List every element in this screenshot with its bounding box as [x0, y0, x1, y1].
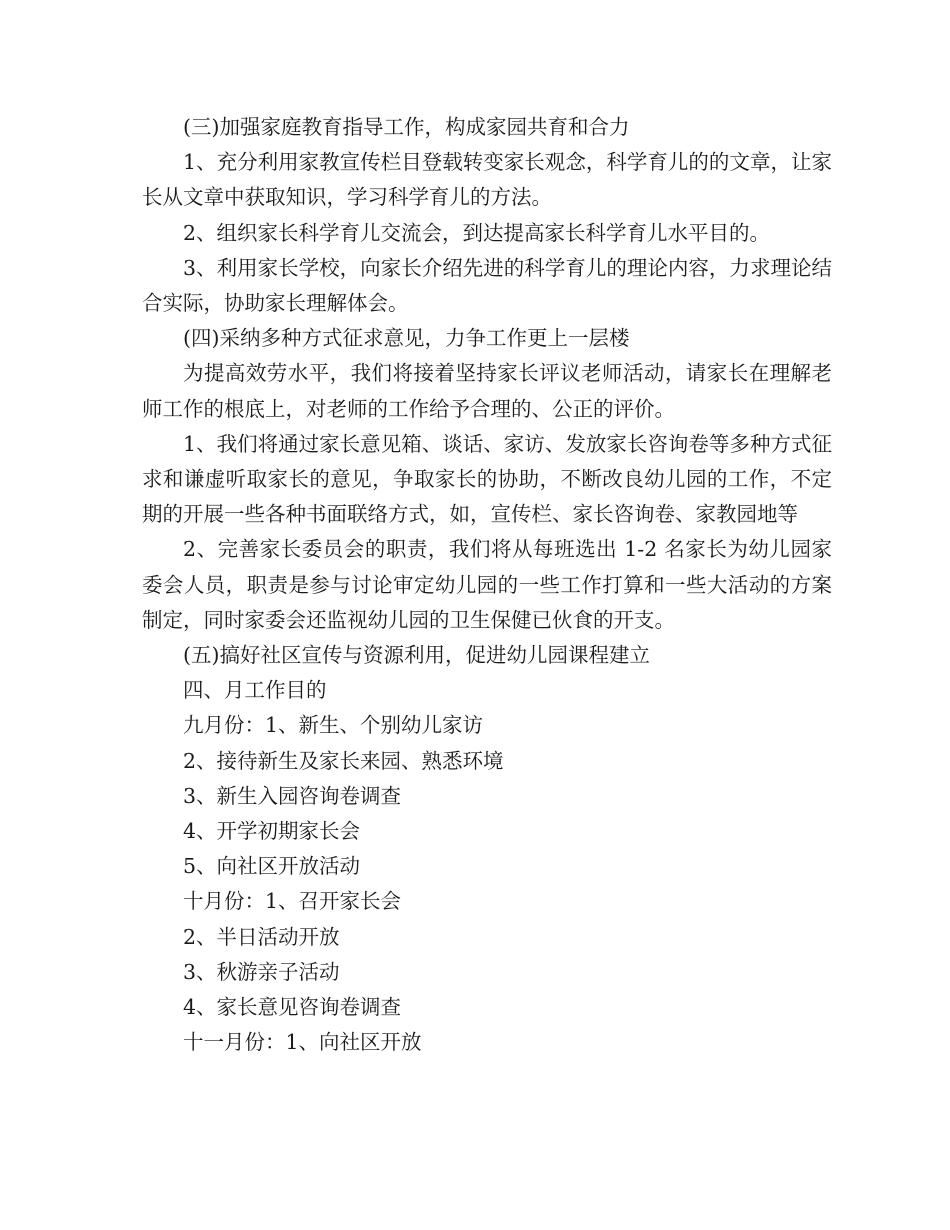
month-item: 2、接待新生及家长来园、熟悉环境 — [183, 748, 504, 773]
month-item: 十月份：1、召开家长会 — [183, 889, 402, 914]
month-item: 3、秋游亲子活动 — [183, 959, 340, 984]
month-item: 4、开学初期家长会 — [183, 819, 361, 844]
month-item: 4、家长意见咨询卷调查 — [183, 995, 402, 1020]
paragraph: 3、利用家长学校，向家长介绍先进的科学育儿的理论内容，力求理论结合实际，协助家长理解体会。 — [142, 255, 832, 316]
paragraph: 1、充分利用家教宣传栏目登载转变家长观念，科学育儿的的文章，让家长从文章中获取知识，学习科学育儿的方法。 — [142, 150, 832, 210]
section-heading-3: (三)加强家庭教育指导工作，构成家园共育和合力 — [183, 115, 630, 139]
paragraph: 1、我们将通过家长意见箱、谈话、家访、发放家长咨询卷等多种方式征求和谦虚听取家长的意见，争取家长的协助，不断改良幼儿园的工作，不定期的开展一些各种书面联络方式，如，宣传栏、家长咨询卷、家教园地等 — [142, 431, 832, 527]
paragraph: 2、组织家长科学育儿交流会，到达提高家长科学育儿水平目的。 — [183, 220, 771, 245]
month-item: 九月份：1、新生、个别幼儿家访 — [183, 713, 484, 738]
month-item: 十一月份：1、向社区开放 — [183, 1030, 422, 1055]
section-heading-monthly-goals: 四、月工作目的 — [183, 678, 327, 703]
section-heading-4: (四)采纳多种方式征求意见，力争工作更上一层楼 — [183, 326, 630, 351]
month-item: 3、新生入园咨询卷调查 — [183, 783, 402, 808]
document-page — [142, 110, 832, 1060]
month-item: 5、向社区开放活动 — [183, 854, 361, 879]
section-heading-5: (五)搞好社区宣传与资源利用，促进幼儿园课程建立 — [183, 643, 650, 668]
paragraph: 为提高效劳水平，我们将接着坚持家长评议老师活动，请家长在理解老师工作的根底上，对老师的工作给予合理的、公正的评价。 — [142, 361, 832, 421]
paragraph: 2、完善家长委员会的职责，我们将从每班选出 1-2 名家长为幼儿园家委会人员，职责是参与讨论审定幼儿园的一些工作打算和一些大活动的方案制定，同时家委会还监视幼儿园的卫生保健已伙食的开支。 — [142, 537, 832, 632]
month-item: 2、半日活动开放 — [183, 924, 340, 949]
